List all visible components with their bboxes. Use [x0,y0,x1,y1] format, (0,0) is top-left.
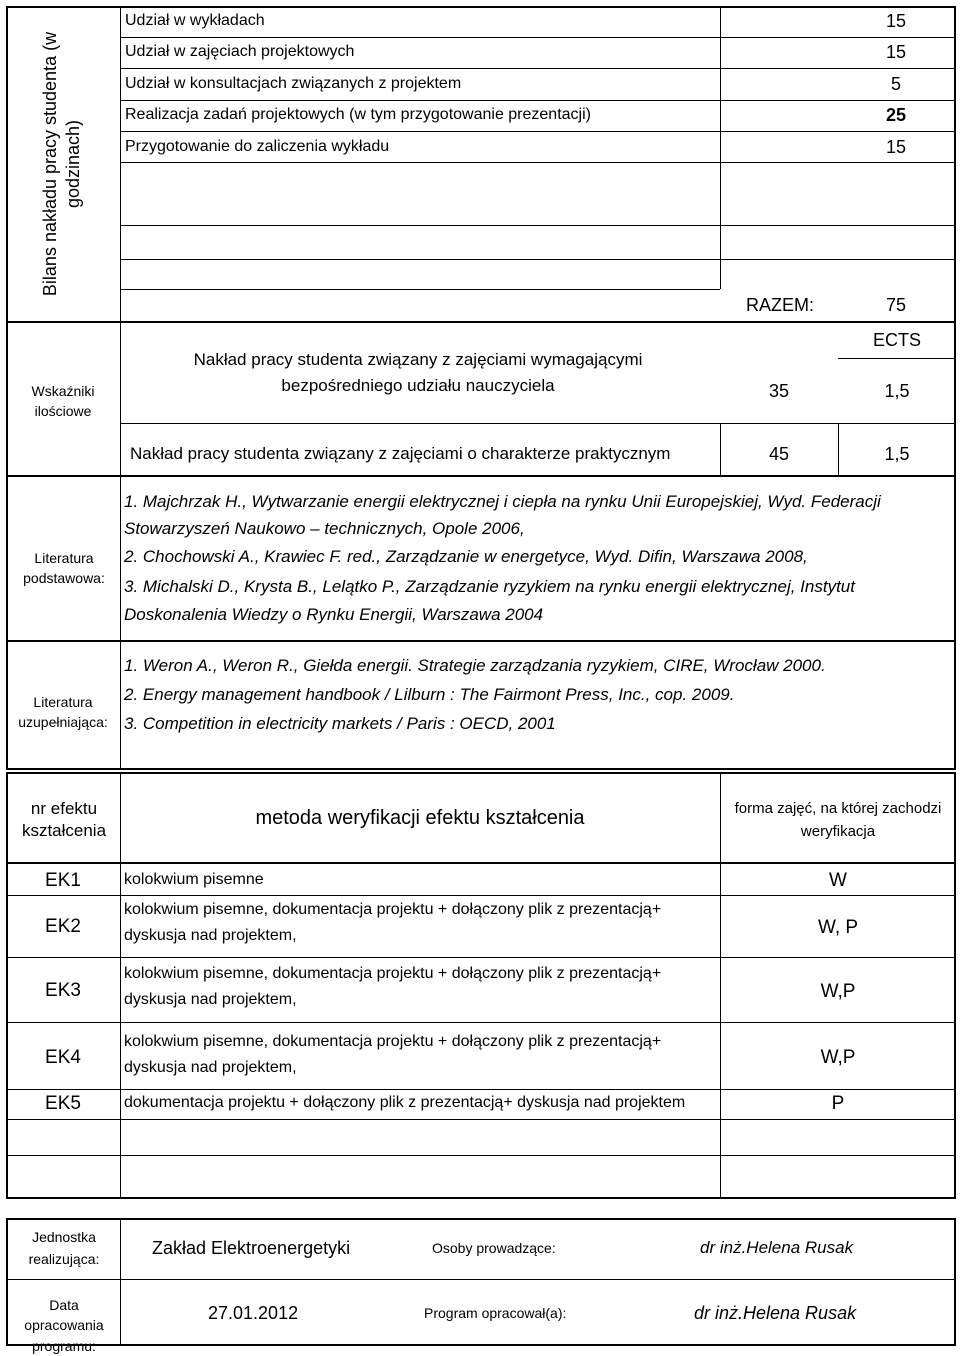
indicator-row1-label: Nakład pracy studenta związany z zajęciami wymagającymi bezpośredniego udziału nauczyciela [193,350,643,396]
leaders-value: dr inż.Helena Rusak [700,1238,854,1257]
ects-header: ECTS [872,330,921,350]
literature-basic-item: 3. Michalski D., Krysta B., Lelątko P., Zarządzanie ryzykiem na rynku energii elektrycznej, Instytut [124,577,855,596]
effect-number: EK3 [45,980,81,1001]
verification-form: W [829,870,847,891]
workload-row-hours: 25 [885,105,907,125]
verification-method: kolokwium pisemne, dokumentacja projektu + dołączony plik z prezentacją+ [124,965,662,982]
verification-form: W, P [817,917,859,938]
verification-form: W,P [820,981,856,1002]
literature-basic-item: 2. Chochowski A., Krawiec F. red., Zarządzanie w energetyce, Wyd. Difin, Warszawa 2008, [124,547,808,566]
effect-number: EK5 [45,1093,81,1114]
workload-row-hours: 5 [890,74,901,94]
verification-method-cont: dyskusja nad projektem, [124,927,297,944]
effect-number: EK2 [45,916,81,937]
verification-method: kolokwium pisemne, dokumentacja projektu + dołączony plik z prezentacją+ [124,1033,662,1050]
indicator-row2-hours: 45 [768,444,790,464]
workload-side-label-cell [6,6,120,321]
workload-row-label: Udział w konsultacjach związanych z projektem [125,75,462,92]
effect-number: EK4 [45,1047,81,1068]
total-value: 75 [885,295,907,315]
literature-basic-item-cont: Doskonalenia Wiedzy o Rynku Energii, Warszawa 2004 [124,605,544,624]
verification-method: kolokwium pisemne, dokumentacja projektu + dołączony plik z prezentacją+ [124,901,662,918]
workload-row-hours: 15 [885,137,907,157]
workload-row-hours: 15 [885,42,907,62]
workload-row-label: Przygotowanie do zaliczenia wykładu [125,138,390,155]
unit-value: Zakład Elektroenergetyki [152,1238,351,1258]
indicator-row1-hours: 35 [768,381,790,401]
workload-row-label: Udział w wykładach [125,12,265,29]
literature-basic-side-label: Literatura podstawowa: [23,550,105,587]
workload-row-hours: 15 [885,11,907,31]
verification-method: kolokwium pisemne [124,871,264,888]
verification-form: P [831,1093,845,1114]
workload-side-label: Bilans nakładu pracy studenta (w godzinach) [40,31,83,297]
col-header-form: forma zajęć, na której zachodzi weryfikacja [734,800,942,840]
verification-method: dokumentacja projektu + dołączony plik z prezentacją+ dyskusja nad projektem [124,1094,686,1111]
literature-extra-item: 3. Competition in electricity markets / Paris : OECD, 2001 [124,714,556,733]
verification-method-cont: dyskusja nad projektem, [124,991,297,1008]
indicator-row2-label: Nakład pracy studenta związany z zajęciami o charakterze praktycznym [130,444,671,463]
col-header-method: metoda weryfikacji efektu kształcenia [255,807,585,829]
workload-row-label: Udział w zajęciach projektowych [125,43,355,60]
date-label: Data opracowania programu: [24,1297,104,1354]
literature-basic-item: 1. Majchrzak H., Wytwarzanie energii elektrycznej i ciepła na rynku Unii Europejskiej, Wyd. Federacji [124,492,881,511]
literature-extra-item: 2. Energy management handbook / Lilburn : The Fairmont Press, Inc., cop. 2009. [124,685,735,704]
author-value: dr inż.Helena Rusak [694,1303,857,1323]
col-header-effect-number: nr efektu kształcenia [21,799,107,841]
date-value: 27.01.2012 [208,1303,299,1323]
total-label: RAZEM: [745,295,814,315]
verification-form: W,P [820,1047,856,1068]
leaders-label: Osoby prowadzące: [432,1240,556,1256]
author-label: Program opracował(a): [424,1305,567,1321]
unit-label: Jednostka realizująca: [28,1229,100,1267]
literature-extra-item: 1. Weron A., Weron R., Giełda energii. Strategie zarządzania ryzykiem, CIRE, Wrocław 2000. [124,656,826,675]
indicator-row1-ects: 1,5 [884,381,910,401]
literature-extra-side-label: Literatura uzupełniająca: [18,694,108,731]
effect-number: EK1 [45,870,81,891]
verification-method-cont: dyskusja nad projektem, [124,1059,297,1076]
indicator-row2-ects: 1,5 [884,444,910,464]
literature-basic-item-cont: Stowarzyszeń Naukowo – technicznych, Opole 2006, [124,519,525,538]
workload-row-label: Realizacja zadań projektowych (w tym przygotowanie prezentacji) [125,106,591,123]
indicators-side-label: Wskaźniki ilościowe [31,383,95,419]
